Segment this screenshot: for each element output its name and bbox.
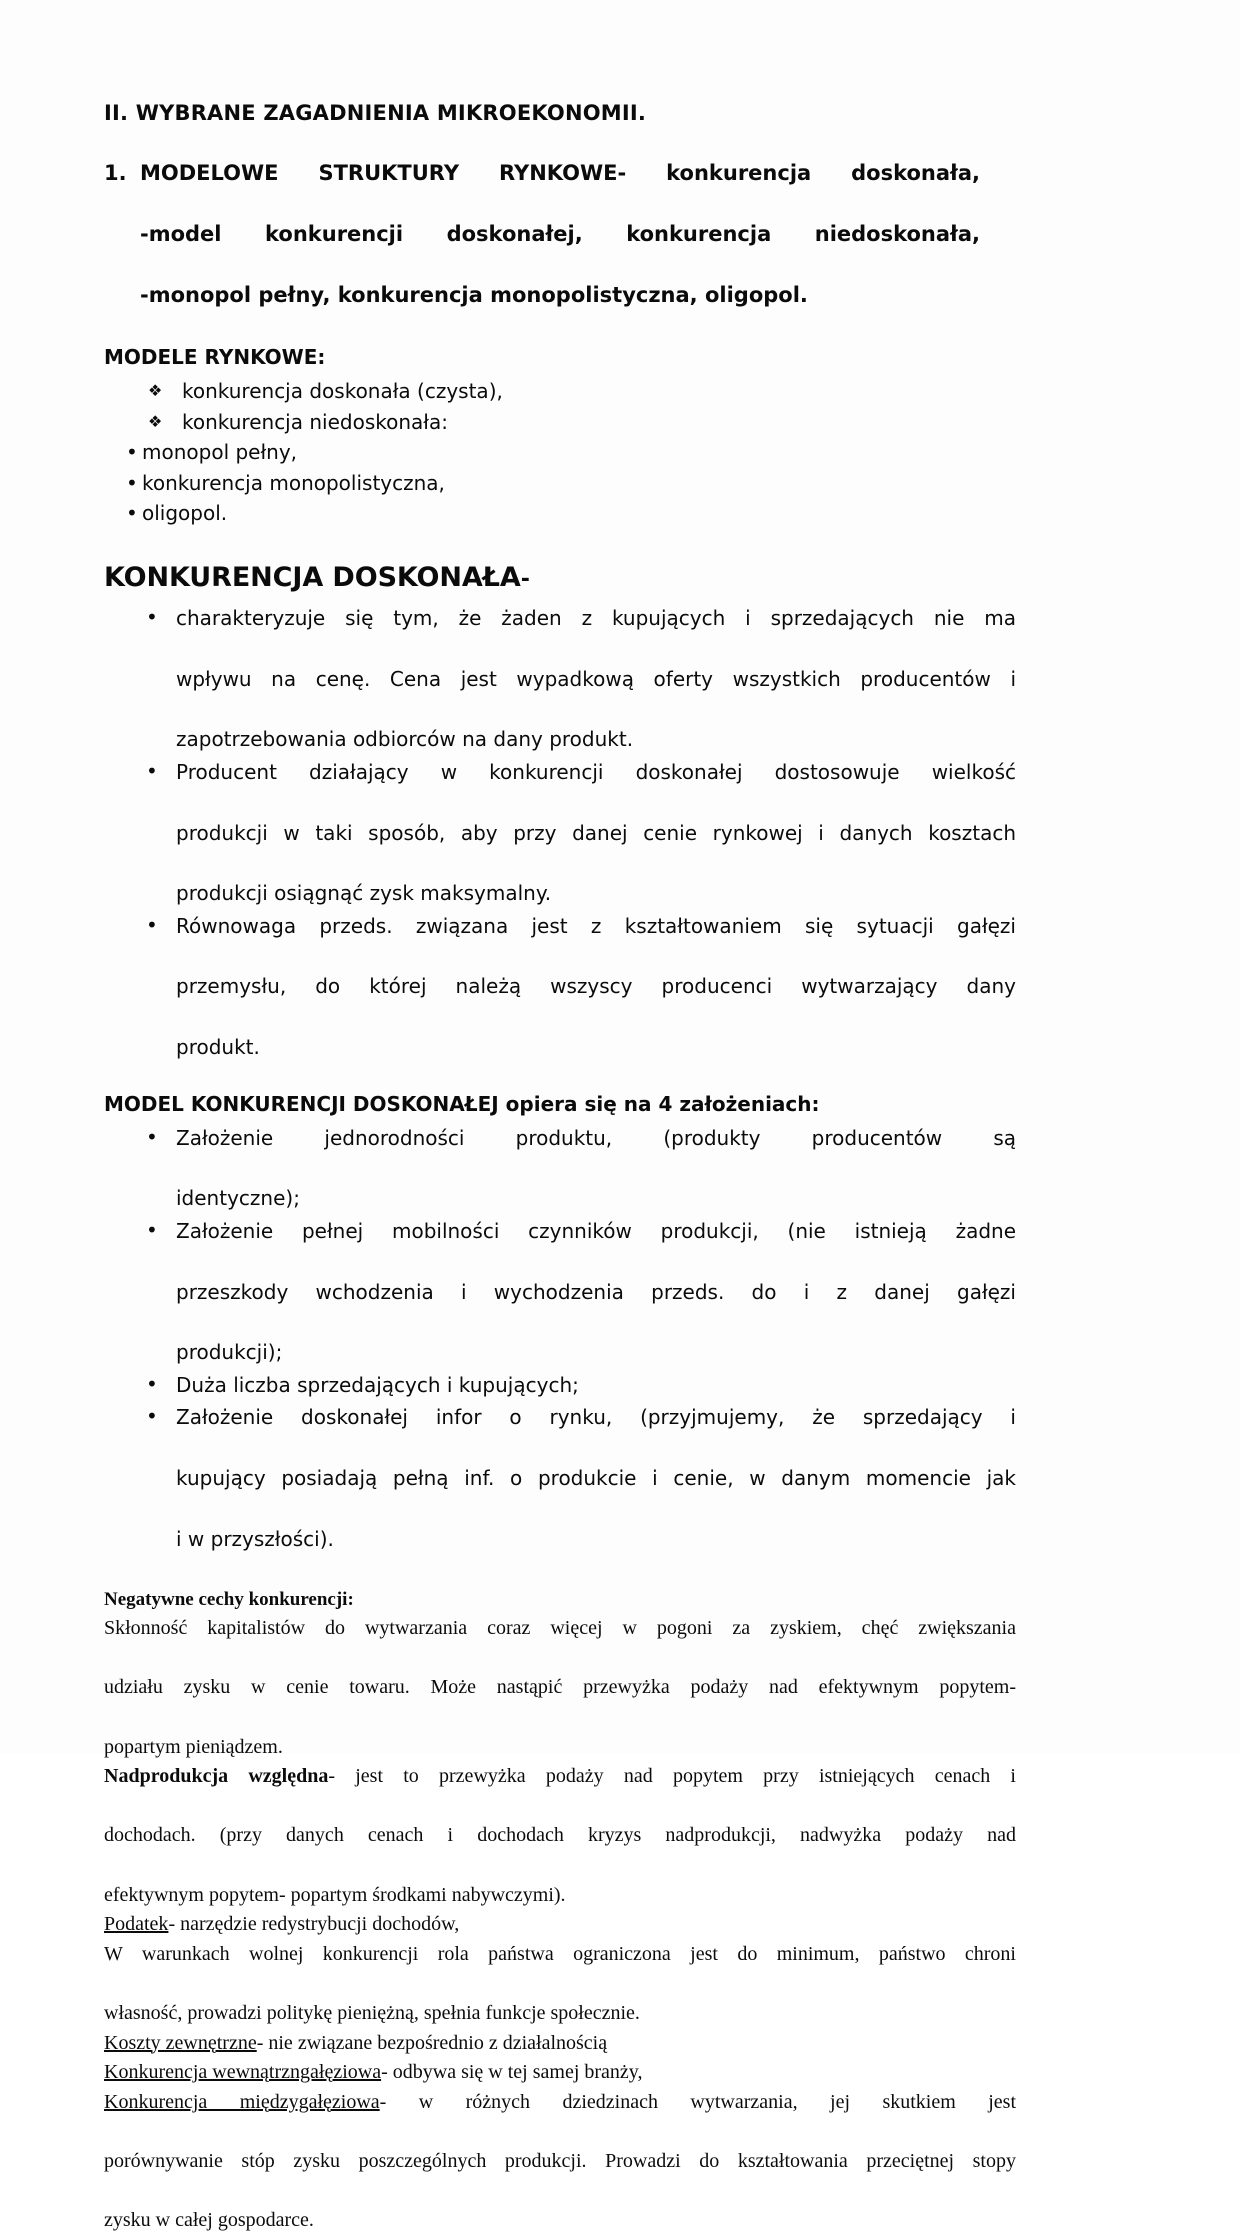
models-list bbox=[104, 376, 1016, 528]
list-item-label: konkurencja doskonała (czysta), bbox=[182, 379, 503, 404]
round-bullet-icon: • bbox=[146, 912, 158, 937]
paragraph-line: popartym pieniądzem. bbox=[104, 1735, 283, 1758]
round-bullet-icon: • bbox=[126, 440, 138, 465]
inter-branch-line: porównywanie stóp zysku poszczególnych produkcji. Prowadzi do kształtowania przeciętnej stopy bbox=[104, 2149, 1016, 2172]
inter-branch-paragraph bbox=[104, 2088, 1016, 2236]
list-item-label: konkurencja niedoskonała: bbox=[182, 409, 448, 434]
list-item-line: wpływu na cenę. Cena jest wypadkową oferty wszystkich producentów i bbox=[176, 666, 1016, 691]
list-item-line: zapotrzebowania odbiorców na dany produkt. bbox=[176, 727, 634, 752]
list-item-line: Założenie pełnej mobilności czynników produkcji, (nie istnieją żadne bbox=[176, 1218, 1016, 1243]
round-bullet-icon: • bbox=[146, 1217, 158, 1242]
numbered-heading bbox=[104, 158, 980, 310]
list-item-line: Duża liczba sprzedających i kupujących; bbox=[176, 1372, 579, 1397]
sans-section bbox=[104, 100, 1016, 1554]
list-item-line: Założenie jednorodności produktu, (produkty producentów są bbox=[176, 1125, 1016, 1150]
round-bullet-icon: • bbox=[146, 1124, 158, 1149]
list-item-label: oligopol. bbox=[142, 501, 228, 525]
serif-section bbox=[104, 1586, 1016, 2236]
intra-branch-paragraph bbox=[104, 2058, 1016, 2088]
overproduction-line: efektywnym popytem- popartym środkami nabywczymi). bbox=[104, 1883, 566, 1906]
list-item bbox=[104, 911, 1016, 1063]
overproduction-line: dochodach. (przy danych cenach i dochodach kryzys nadprodukcji, nadwyżka podaży nad bbox=[104, 1824, 1016, 1847]
round-bullet-icon: • bbox=[146, 604, 158, 629]
tax-term: Podatek bbox=[104, 1913, 169, 1936]
list-item bbox=[104, 757, 1016, 909]
tax-rest: - narzędzie redystrybucji dochodów, bbox=[168, 1913, 460, 1936]
section-spacer bbox=[104, 1556, 1016, 1586]
perfect-competition-heading bbox=[104, 562, 1016, 594]
perfect-competition-list bbox=[104, 603, 1016, 1063]
list-item bbox=[104, 498, 1016, 528]
list-item bbox=[104, 437, 1016, 467]
list-item bbox=[104, 1402, 1016, 1554]
list-item bbox=[104, 1123, 1016, 1214]
paragraph-line: udziału zysku w cenie towaru. Może nastąpić przewyżka podaży nad efektywnym popytem- bbox=[104, 1676, 1016, 1699]
models-section-heading: MODELE RYNKOWE: bbox=[104, 345, 326, 370]
round-bullet-icon: • bbox=[146, 1371, 158, 1396]
perfect-competition-heading-dash: - bbox=[520, 567, 530, 593]
intra-branch-rest: - odbywa się w tej samej branży, bbox=[381, 2061, 643, 2084]
list-item-label: monopol pełny, bbox=[142, 440, 298, 465]
list-item bbox=[104, 603, 1016, 755]
list-item-label: konkurencja monopolistyczna, bbox=[142, 470, 445, 495]
perfect-competition-heading-text: KONKURENCJA DOSKONAŁA bbox=[104, 562, 521, 594]
list-item bbox=[104, 468, 1016, 498]
list-item-line: Założenie doskonałej infor o rynku, (przyjmujemy, że sprzedający i bbox=[176, 1405, 1016, 1430]
list-item-line: produkcji w taki sposób, aby przy danej cenie rynkowej i danych kosztach bbox=[176, 820, 1016, 845]
inter-branch-term: Konkurencja międzygałęziowa bbox=[104, 2090, 380, 2113]
list-item bbox=[104, 1370, 1016, 1400]
section-spacer bbox=[104, 1065, 1016, 1091]
model-assumptions-list bbox=[104, 1123, 1016, 1554]
round-bullet-icon: • bbox=[126, 470, 138, 495]
paragraph-line: W warunkach wolnej konkurencji rola państwa ograniczona jest do minimum, państwo chroni bbox=[104, 1942, 1016, 1965]
numbered-heading-line-2: -model konkurencji doskonałej, konkurencja niedoskonała, bbox=[140, 222, 980, 247]
list-item bbox=[104, 1216, 1016, 1368]
external-costs-term: Koszty zewnętrzne bbox=[104, 2031, 257, 2054]
paragraph-line: Skłonność kapitalistów do wytwarzania coraz więcej w pogoni za zyskiem, chęć zwiększania bbox=[104, 1617, 1016, 1640]
numbered-heading-line-1: MODELOWE STRUKTURY RYNKOWE- konkurencja doskonała, bbox=[140, 161, 980, 186]
negative-features-paragraph bbox=[104, 1614, 1016, 1762]
list-item bbox=[104, 407, 1016, 437]
model-assumptions-heading: MODEL KONKURENCJI DOSKONAŁEJ opiera się na 4 założeniach: bbox=[104, 1091, 820, 1116]
numbered-heading-line-3: -monopol pełny, konkurencja monopolistyczna, oligopol. bbox=[140, 283, 808, 307]
intra-branch-term: Konkurencja wewnątrzngałęziowa bbox=[104, 2061, 382, 2084]
inter-branch-line: - w różnych dziedzinach wytwarzania, jej skutkiem jest bbox=[379, 2090, 1016, 2113]
list-item-line: identyczne); bbox=[176, 1186, 300, 1211]
list-item-line: przeszkody wchodzenia i wychodzenia przeds. do i z danej gałęzi bbox=[176, 1279, 1016, 1304]
overproduction-paragraph bbox=[104, 1762, 1016, 1910]
external-costs-rest: - nie związane bezpośrednio z działalnością bbox=[256, 2031, 608, 2054]
tax-paragraph bbox=[104, 1910, 1016, 1940]
list-item-line: i w przyszłości). bbox=[176, 1526, 334, 1551]
inter-branch-line: zysku w całej gospodarce. bbox=[104, 2209, 314, 2232]
numbered-heading-number: 1. bbox=[104, 161, 127, 186]
external-costs-paragraph bbox=[104, 2029, 1016, 2059]
round-bullet-icon: • bbox=[126, 501, 138, 525]
diamond-bullet-icon: ❖ bbox=[148, 381, 163, 401]
page-title: II. WYBRANE ZAGADNIENIA MIKROEKONOMII. bbox=[104, 101, 647, 125]
round-bullet-icon: • bbox=[146, 1404, 158, 1429]
list-item-line: produkcji osiągnąć zysk maksymalny. bbox=[176, 881, 552, 906]
list-item bbox=[104, 376, 1016, 406]
overproduction-line: - jest to przewyżka podaży nad popytem przy istniejących cenach i bbox=[328, 1765, 1016, 1788]
state-role-paragraph bbox=[104, 1940, 1016, 2029]
list-item-line: Równowaga przeds. związana jest z kształtowaniem się sytuacji gałęzi bbox=[176, 913, 1016, 938]
round-bullet-icon: • bbox=[146, 758, 158, 783]
diamond-bullet-icon: ❖ bbox=[148, 411, 163, 431]
list-item-line: przemysłu, do której należą wszyscy producenci wytwarzający dany bbox=[176, 974, 1016, 999]
list-item-line: produkcji); bbox=[176, 1340, 283, 1365]
list-item-line: Producent działający w konkurencji doskonałej dostosowuje wielkość bbox=[176, 759, 1016, 784]
list-item-line: charakteryzuje się tym, że żaden z kupujących i sprzedających nie ma bbox=[176, 605, 1016, 630]
paragraph-line: własność, prowadzi politykę pieniężną, spełnia funkcje społecznie. bbox=[104, 2001, 640, 2024]
list-item-line: produkt. bbox=[176, 1035, 260, 1060]
list-item-line: kupujący posiadają pełną inf. o produkcie i cenie, w danym momencie jak bbox=[176, 1465, 1016, 1490]
negative-features-heading: Negatywne cechy konkurencji: bbox=[104, 1589, 354, 1611]
overproduction-term: Nadprodukcja względna bbox=[104, 1765, 329, 1788]
